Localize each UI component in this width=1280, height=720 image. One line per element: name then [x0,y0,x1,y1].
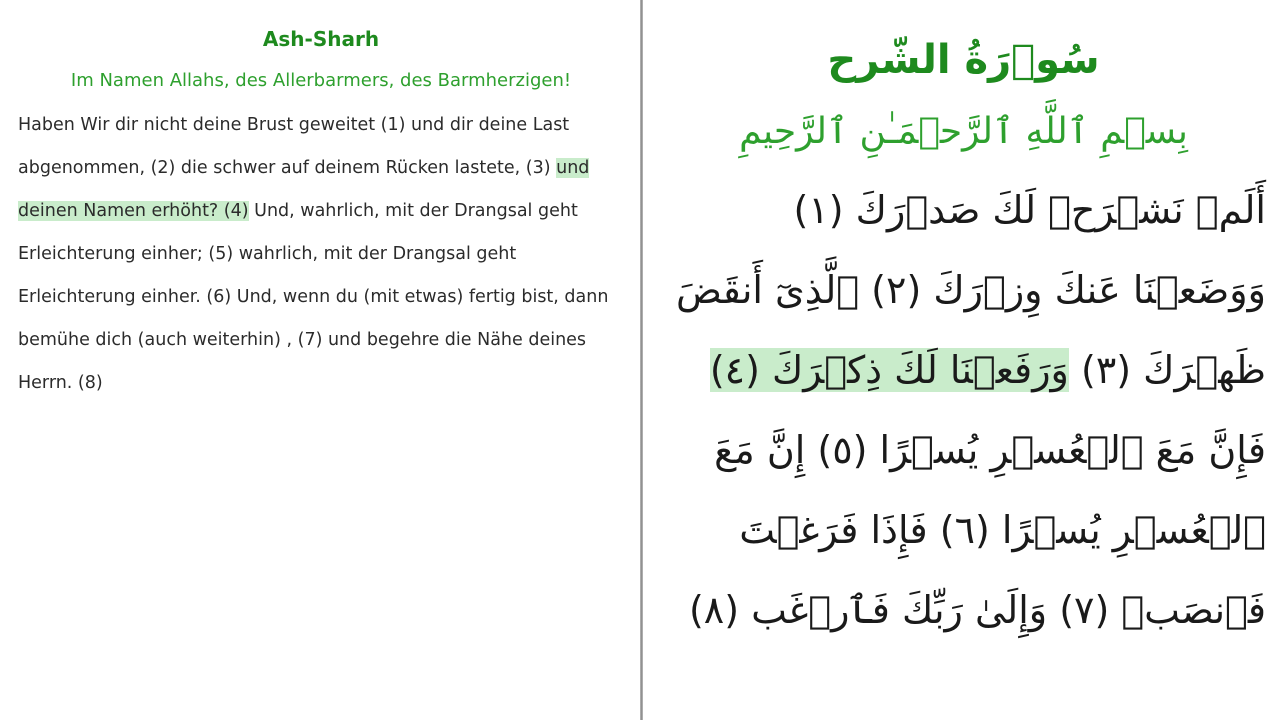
basmala-german: Im Namen Allahs, des Allerbarmers, des Barmherzigen! [70,70,572,91]
surah-title-german: Ash-Sharh [262,27,380,51]
arabic-part-2: فَإِنَّ مَعَ ٱلۡعُسۡرِ يُسۡرًا (٥) إِنَّ مَعَ ٱلۡعُسۡرِ يُسۡرًا (٦) فَإِذَا فَرَغۡتَ فَٱنصَبۡ (٧) وَإِلَىٰ رَبِّكَ فَٱرۡغَب (٨) [688,428,1266,632]
translation-part-1: Haben Wir dir nicht deine Brust geweitet (1) und dir deine Last abgenommen, (2) die schwer auf deinem Rücken lastete, (3) [18,115,570,178]
surah-title-arabic: سُوۡرَةُ الشّرح [827,37,1100,83]
translation-part-2: Und, wahrlich, mit der Drangsal geht Erleichterung einher; (5) wahrlich, mit der Drangsal geht Erleichterung einher. (6) Und, wenn du (mit etwas) fertig bist, dann bemühe dich (auch weiterhin) , (7) und begehre die Nähe deines Herrn. (8) [18,201,609,393]
arabic-part-1: أَلَمۡ نَشۡرَحۡ لَكَ صَدۡرَكَ (١) وَوَضَعۡنَا عَنكَ وِزۡرَكَ (٢) ٱلَّذِىٓ أَنقَضَ ظَهۡرَكَ (٣) [676,188,1266,392]
arabic-text [661,170,1266,650]
arabic-highlighted-verse: وَرَفَعۡنَا لَكَ ذِكۡرَكَ (٤) [709,348,1069,392]
translation-highlighted-verse: und deinen Namen erhöht? (4) [18,158,590,221]
basmala-arabic: بِسۡمِ ٱللَّهِ ٱلرَّحۡمَـٰنِ ٱلرَّحِيمِ [739,111,1188,152]
translation-text [18,104,624,405]
arabic-pane [643,0,1280,720]
